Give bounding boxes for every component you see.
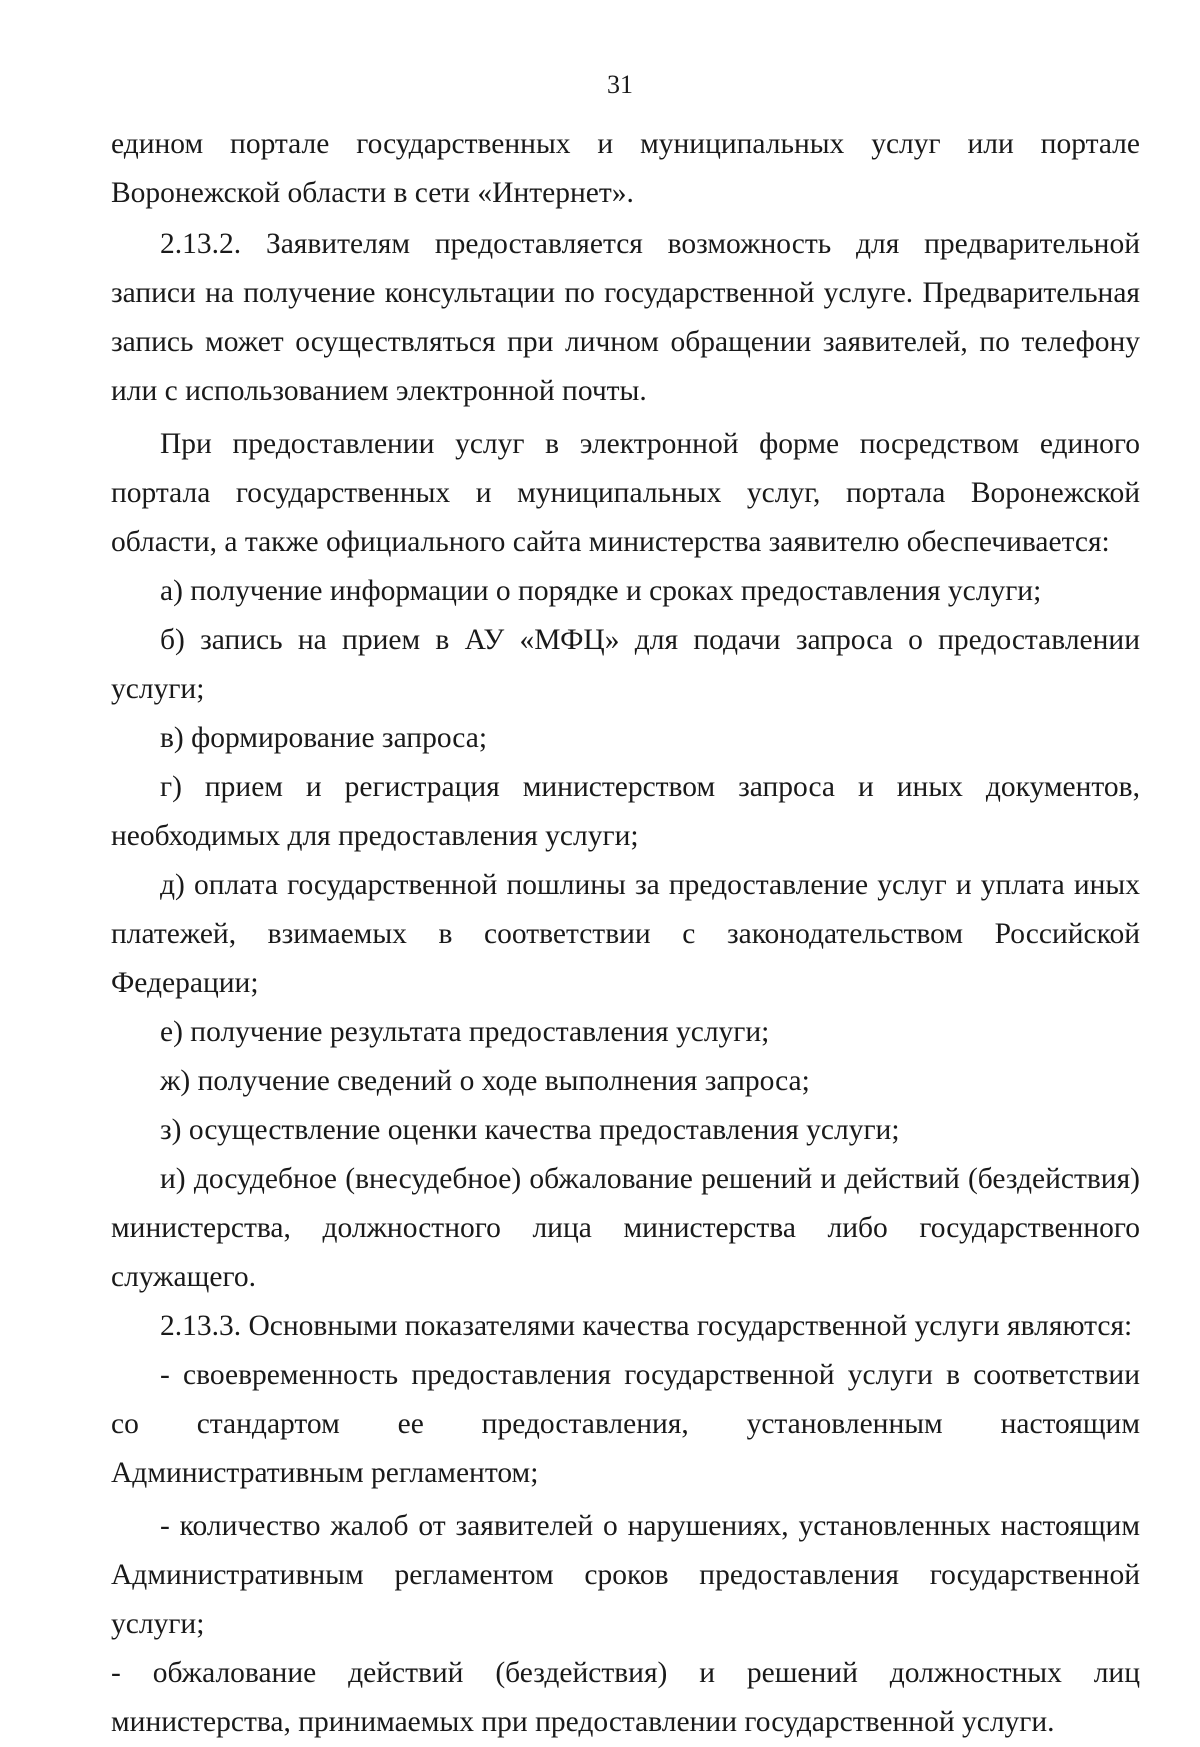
bullet-appeals: - обжалование действий (бездействия) и решений должностных лиц министерства, принимаемых при предоставлении государственной услуги. <box>111 1657 1140 1738</box>
list-item-i: и) досудебное (внесудебное) обжалование решений и действий (бездействия) министерства, должностного лица министерства либо государственного служащего. <box>111 1163 1140 1293</box>
list-item-b: б) запись на прием в АУ «МФЦ» для подачи запроса о предоставлении услуги; <box>111 624 1140 705</box>
paragraph-2-13-2: 2.13.2. Заявителям предоставляется возможность для предварительной записи на получение консультации по государственной услуге. Предварительная запись может осуществляться при личном обращении заявителей, по телефону или с использованием электронной почты. <box>111 228 1140 407</box>
list-item-v: в) формирование запроса; <box>160 722 488 754</box>
list-item-d: д) оплата государственной пошлины за предоставление услуг и уплата иных платежей, взимаемых в соответствии с законодательством Российской Федерации; <box>111 869 1140 999</box>
list-item-g: г) прием и регистрация министерством запроса и иных документов, необходимых для предоставления услуги; <box>111 771 1140 852</box>
document-body <box>111 120 1140 1747</box>
bullet-complaints: - количество жалоб от заявителей о нарушениях, установленных настоящим Административным регламентом сроков предоставления государственной услуги; <box>111 1510 1140 1640</box>
list-item-zh: ж) получение сведений о ходе выполнения запроса; <box>160 1065 810 1097</box>
paragraph-2-13-3: 2.13.3. Основными показателями качества государственной услуги являются: <box>160 1310 1133 1342</box>
paragraph-electronic-form: При предоставлении услуг в электронной форме посредством единого портала государственных и муниципальных услуг, портала Воронежской области, а также официального сайта министерства заявителю обеспечивается: <box>111 428 1140 558</box>
page-number: 31 <box>607 70 633 99</box>
list-item-e: е) получение результата предоставления услуги; <box>160 1016 770 1048</box>
list-item-z: з) осуществление оценки качества предоставления услуги; <box>160 1114 900 1146</box>
bullet-timeliness: - своевременность предоставления государственной услуги в соответствии со стандартом ее предоставления, установленным настоящим Административным регламентом; <box>111 1359 1140 1489</box>
paragraph-portal-continuation: едином портале государственных и муниципальных услуг или портале Воронежской области в сети «Интернет». <box>111 128 1140 209</box>
list-item-a: а) получение информации о порядке и сроках предоставления услуги; <box>160 575 1042 607</box>
